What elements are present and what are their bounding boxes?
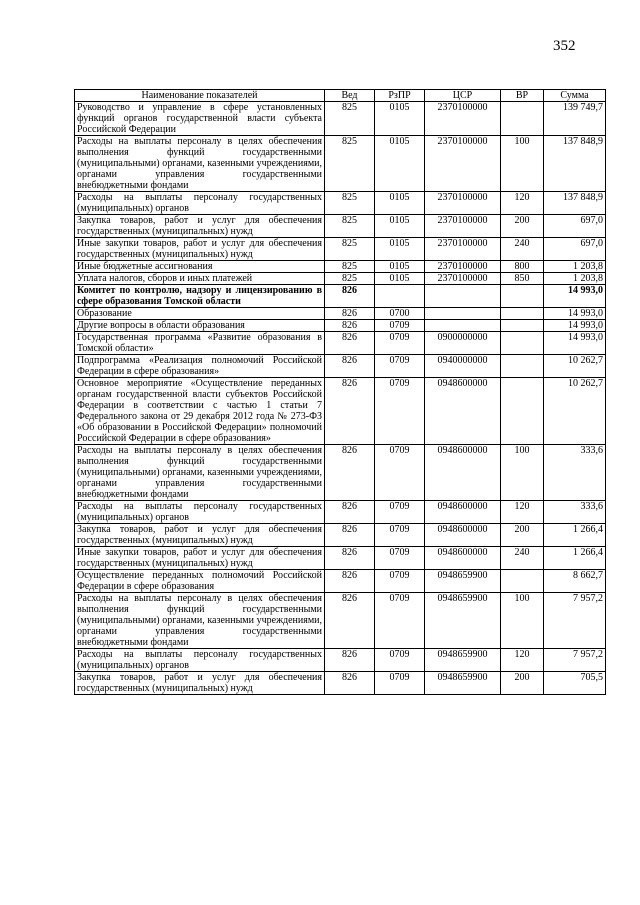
header-ved: Вед xyxy=(325,90,375,102)
cell-rzpr: 0709 xyxy=(375,355,425,378)
cell-sum: 333,6 xyxy=(544,445,606,501)
cell-rzpr: 0709 xyxy=(375,332,425,355)
cell-rzpr: 0709 xyxy=(375,672,425,695)
cell-sum: 14 993,0 xyxy=(544,285,606,308)
cell-sum: 14 993,0 xyxy=(544,320,606,332)
cell-name: Закупка товаров, работ и услуг для обеспечения государственных (муниципальных) нужд xyxy=(75,215,325,238)
cell-name: Руководство и управление в сфере установленных функций органов государственной власти субъекта Российской Федерации xyxy=(75,102,325,136)
cell-sum: 333,6 xyxy=(544,501,606,524)
cell-csr: 0948600000 xyxy=(425,445,501,501)
cell-vr xyxy=(501,378,544,445)
cell-name: Комитет по контролю, надзору и лицензированию в сфере образования Томской области xyxy=(75,285,325,308)
cell-vr xyxy=(501,285,544,308)
cell-sum: 1 266,4 xyxy=(544,547,606,570)
cell-sum: 8 662,7 xyxy=(544,570,606,593)
cell-csr: 2370100000 xyxy=(425,261,501,273)
cell-rzpr: 0105 xyxy=(375,215,425,238)
cell-name: Расходы на выплаты персоналу в целях обеспечения выполнения функций государственными (муниципальными) органами, казенными учреждениями, органами управления государственными внебюджетными фондами xyxy=(75,136,325,192)
cell-vr xyxy=(501,332,544,355)
cell-rzpr: 0700 xyxy=(375,308,425,320)
header-vr: ВР xyxy=(501,90,544,102)
cell-sum: 1 203,8 xyxy=(544,273,606,285)
cell-csr: 2370100000 xyxy=(425,102,501,136)
table-row xyxy=(75,238,606,261)
header-csr: ЦСР xyxy=(425,90,501,102)
cell-rzpr: 0105 xyxy=(375,261,425,273)
cell-sum: 14 993,0 xyxy=(544,332,606,355)
table-row xyxy=(75,501,606,524)
cell-csr: 2370100000 xyxy=(425,136,501,192)
table-row xyxy=(75,215,606,238)
cell-vr: 120 xyxy=(501,649,544,672)
cell-rzpr: 0709 xyxy=(375,378,425,445)
cell-csr: 2370100000 xyxy=(425,238,501,261)
cell-ved: 826 xyxy=(325,570,375,593)
table-row xyxy=(75,273,606,285)
cell-ved: 825 xyxy=(325,136,375,192)
cell-sum: 10 262,7 xyxy=(544,378,606,445)
table-row xyxy=(75,136,606,192)
cell-vr: 240 xyxy=(501,238,544,261)
cell-ved: 825 xyxy=(325,261,375,273)
cell-csr xyxy=(425,320,501,332)
cell-sum: 137 848,9 xyxy=(544,136,606,192)
cell-name: Закупка товаров, работ и услуг для обеспечения государственных (муниципальных) нужд xyxy=(75,672,325,695)
cell-rzpr xyxy=(375,285,425,308)
cell-sum: 7 957,2 xyxy=(544,649,606,672)
table-row xyxy=(75,285,606,308)
cell-rzpr: 0709 xyxy=(375,320,425,332)
cell-ved: 826 xyxy=(325,524,375,547)
table-row xyxy=(75,192,606,215)
cell-name: Расходы на выплаты персоналу государственных (муниципальных) органов xyxy=(75,649,325,672)
cell-vr xyxy=(501,355,544,378)
cell-ved: 825 xyxy=(325,273,375,285)
table-row xyxy=(75,672,606,695)
cell-vr: 100 xyxy=(501,445,544,501)
table-row xyxy=(75,524,606,547)
cell-ved: 826 xyxy=(325,547,375,570)
cell-sum: 137 848,9 xyxy=(544,192,606,215)
cell-csr: 0948600000 xyxy=(425,524,501,547)
cell-rzpr: 0709 xyxy=(375,570,425,593)
table-row xyxy=(75,320,606,332)
cell-ved: 826 xyxy=(325,320,375,332)
cell-csr xyxy=(425,285,501,308)
cell-vr: 240 xyxy=(501,547,544,570)
cell-ved: 825 xyxy=(325,238,375,261)
cell-name: Подпрограмма «Реализация полномочий Российской Федерации в сфере образования» xyxy=(75,355,325,378)
cell-ved: 826 xyxy=(325,672,375,695)
cell-name: Расходы на выплаты персоналу государственных (муниципальных) органов xyxy=(75,501,325,524)
cell-rzpr: 0105 xyxy=(375,192,425,215)
cell-ved: 826 xyxy=(325,355,375,378)
cell-sum: 1 203,8 xyxy=(544,261,606,273)
cell-ved: 826 xyxy=(325,445,375,501)
cell-vr xyxy=(501,102,544,136)
cell-ved: 826 xyxy=(325,285,375,308)
cell-vr: 200 xyxy=(501,672,544,695)
cell-ved: 826 xyxy=(325,649,375,672)
cell-ved: 826 xyxy=(325,501,375,524)
table-row xyxy=(75,547,606,570)
header-name: Наименование показателей xyxy=(75,90,325,102)
budget-table xyxy=(74,89,606,695)
cell-rzpr: 0709 xyxy=(375,501,425,524)
table-row xyxy=(75,261,606,273)
cell-vr: 850 xyxy=(501,273,544,285)
cell-name: Осуществление переданных полномочий Российской Федерации в сфере образования xyxy=(75,570,325,593)
cell-ved: 826 xyxy=(325,308,375,320)
table-row xyxy=(75,308,606,320)
cell-ved: 825 xyxy=(325,192,375,215)
cell-rzpr: 0709 xyxy=(375,547,425,570)
cell-sum: 705,5 xyxy=(544,672,606,695)
cell-sum: 697,0 xyxy=(544,238,606,261)
table-header-row xyxy=(75,90,606,102)
page-number: 352 xyxy=(553,38,576,54)
cell-vr: 200 xyxy=(501,524,544,547)
cell-ved: 826 xyxy=(325,378,375,445)
header-sum: Сумма xyxy=(544,90,606,102)
cell-csr: 2370100000 xyxy=(425,192,501,215)
cell-vr xyxy=(501,308,544,320)
cell-sum: 1 266,4 xyxy=(544,524,606,547)
cell-rzpr: 0105 xyxy=(375,136,425,192)
cell-vr: 200 xyxy=(501,215,544,238)
cell-name: Иные закупки товаров, работ и услуг для обеспечения государственных (муниципальных) нужд xyxy=(75,238,325,261)
cell-sum: 7 957,2 xyxy=(544,593,606,649)
cell-csr: 0948600000 xyxy=(425,501,501,524)
cell-name: Государственная программа «Развитие образования в Томской области» xyxy=(75,332,325,355)
cell-csr: 0940000000 xyxy=(425,355,501,378)
cell-vr xyxy=(501,570,544,593)
table-row xyxy=(75,649,606,672)
table-row xyxy=(75,102,606,136)
header-rzpr: РзПР xyxy=(375,90,425,102)
cell-name: Расходы на выплаты персоналу в целях обеспечения выполнения функций государственными (муниципальными) органами, казенными учреждениями, органами управления государственными внебюджетными фондами xyxy=(75,593,325,649)
cell-ved: 825 xyxy=(325,215,375,238)
cell-ved: 826 xyxy=(325,593,375,649)
cell-vr: 100 xyxy=(501,136,544,192)
cell-rzpr: 0105 xyxy=(375,238,425,261)
cell-sum: 697,0 xyxy=(544,215,606,238)
cell-csr xyxy=(425,308,501,320)
cell-sum: 10 262,7 xyxy=(544,355,606,378)
cell-vr: 120 xyxy=(501,501,544,524)
table-row xyxy=(75,355,606,378)
cell-csr: 0948659900 xyxy=(425,570,501,593)
cell-rzpr: 0709 xyxy=(375,445,425,501)
cell-csr: 0948659900 xyxy=(425,593,501,649)
cell-name: Расходы на выплаты персоналу государственных (муниципальных) органов xyxy=(75,192,325,215)
table-row xyxy=(75,445,606,501)
cell-csr: 0948659900 xyxy=(425,649,501,672)
cell-csr: 2370100000 xyxy=(425,215,501,238)
cell-csr: 0948659900 xyxy=(425,672,501,695)
cell-sum: 14 993,0 xyxy=(544,308,606,320)
cell-vr: 800 xyxy=(501,261,544,273)
cell-name: Основное мероприятие «Осуществление переданных органам государственной власти субъектов Российской Федерации в соответствии с частью 1 статьи 7 Федерального закона от 29 декабря 2012 года № 273-ФЗ «Об образовании в Российской Федерации» полномочий Российской Федерации в сфере образования» xyxy=(75,378,325,445)
cell-ved: 826 xyxy=(325,332,375,355)
table-row xyxy=(75,378,606,445)
table-row xyxy=(75,332,606,355)
cell-ved: 825 xyxy=(325,102,375,136)
cell-vr: 120 xyxy=(501,192,544,215)
cell-name: Другие вопросы в области образования xyxy=(75,320,325,332)
cell-rzpr: 0105 xyxy=(375,102,425,136)
cell-csr: 0948600000 xyxy=(425,378,501,445)
cell-rzpr: 0709 xyxy=(375,524,425,547)
cell-csr: 2370100000 xyxy=(425,273,501,285)
cell-vr xyxy=(501,320,544,332)
cell-name: Иные закупки товаров, работ и услуг для обеспечения государственных (муниципальных) нужд xyxy=(75,547,325,570)
cell-csr: 0900000000 xyxy=(425,332,501,355)
cell-sum: 139 749,7 xyxy=(544,102,606,136)
cell-rzpr: 0709 xyxy=(375,593,425,649)
cell-vr: 100 xyxy=(501,593,544,649)
cell-csr: 0948600000 xyxy=(425,547,501,570)
table-row xyxy=(75,570,606,593)
cell-rzpr: 0709 xyxy=(375,649,425,672)
cell-rzpr: 0105 xyxy=(375,273,425,285)
table-row xyxy=(75,593,606,649)
cell-name: Закупка товаров, работ и услуг для обеспечения государственных (муниципальных) нужд xyxy=(75,524,325,547)
cell-name: Уплата налогов, сборов и иных платежей xyxy=(75,273,325,285)
cell-name: Образование xyxy=(75,308,325,320)
cell-name: Иные бюджетные ассигнования xyxy=(75,261,325,273)
cell-name: Расходы на выплаты персоналу в целях обеспечения выполнения функций государственными (муниципальными) органами, казенными учреждениями, органами управления государственными внебюджетными фондами xyxy=(75,445,325,501)
